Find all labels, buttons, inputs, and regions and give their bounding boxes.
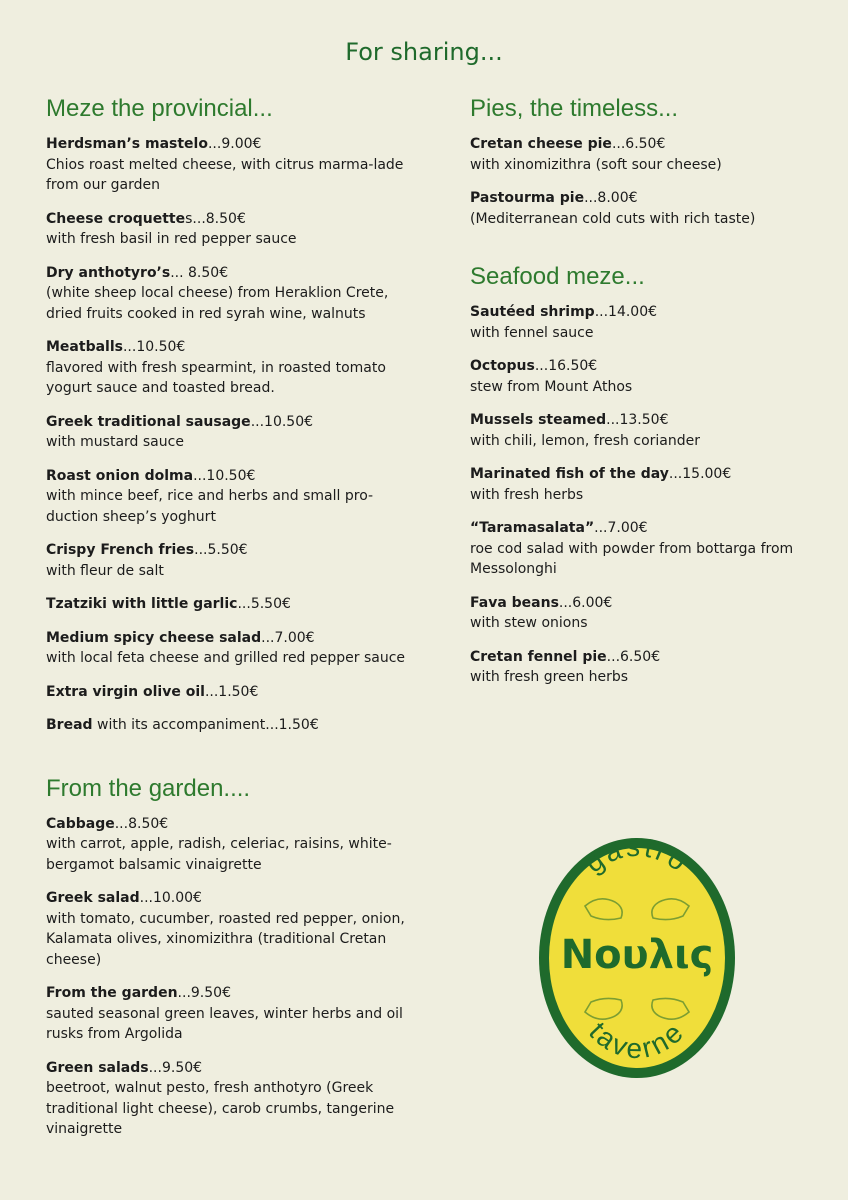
- item-name: Herdsman’s mastelo: [46, 136, 208, 152]
- item-price: ...5.50€: [194, 542, 248, 558]
- item-name: Extra virgin olive oil: [46, 683, 205, 700]
- menu-item: [46, 628, 406, 669]
- menu-section: [470, 262, 830, 688]
- item-price: ...6.50€: [606, 648, 661, 665]
- item-description: (Mediterranean cold cuts with rich taste): [470, 210, 756, 227]
- item-name: Bread: [46, 717, 93, 733]
- item-name: Greek salad: [46, 890, 140, 906]
- section-heading: Seafood meze...: [470, 263, 645, 290]
- item-description: with fresh basil in red pepper sauce: [46, 231, 297, 247]
- right-column: [470, 94, 830, 701]
- item-name: Marinated fish of the day: [470, 466, 669, 482]
- item-description: with mince beef, rice and herbs and small pro-duction sheep’s yoghurt: [46, 488, 374, 525]
- item-price: ...9.50€: [177, 985, 231, 1001]
- menu-item: [46, 337, 406, 399]
- item-description: with fresh green herbs: [470, 669, 629, 685]
- item-name: Cretan fennel pie: [470, 648, 607, 665]
- item-price: s...8.50€: [185, 210, 246, 227]
- item-description: with carrot, apple, radish, celeriac, raisins, white-bergamot balsamic vinaigrette: [46, 836, 392, 873]
- logo-main-text: Νουλις: [560, 932, 714, 978]
- item-name: “Taramasalata”: [470, 520, 595, 536]
- menu-item: [46, 814, 406, 876]
- menu-item: [46, 1058, 406, 1140]
- item-price: ...9.00€: [207, 136, 262, 152]
- item-price: ...13.50€: [606, 412, 669, 428]
- menu-item: [46, 983, 406, 1045]
- item-description: Chios roast melted cheese, with citrus marma-lade from our garden: [46, 156, 404, 193]
- item-description: with xinomizithra (soft sour cheese): [470, 156, 722, 173]
- menu-item: [46, 888, 406, 970]
- item-description: stew from Mount Athos: [470, 378, 633, 395]
- menu-section: [470, 94, 830, 229]
- item-name: Crispy French fries: [46, 542, 195, 558]
- item-price: ...16.50€: [534, 358, 598, 374]
- item-description: with fresh herbs: [470, 486, 584, 503]
- item-price: ...5.50€: [237, 596, 291, 612]
- item-price: ...15.00€: [668, 466, 732, 482]
- menu-item: [470, 593, 830, 634]
- item-name: Medium spicy cheese salad: [46, 629, 262, 646]
- item-price: ...7.00€: [594, 520, 648, 536]
- menu-item: [470, 134, 830, 175]
- item-description: sauted seasonal green leaves, winter herbs and oil rusks from Argolida: [46, 1005, 403, 1042]
- item-price: ...7.00€: [261, 629, 315, 646]
- logo-top-text: gastro: [578, 836, 696, 879]
- item-price: with its accompaniment...1.50€: [92, 717, 319, 733]
- item-price: ...9.50€: [148, 1059, 203, 1076]
- item-name: Cabbage: [46, 815, 115, 832]
- item-price: ...10.00€: [139, 890, 202, 906]
- logo-bottom-text: taverne: [583, 1015, 691, 1065]
- item-name: Mussels steamed: [470, 412, 607, 428]
- item-description: with stew onions: [470, 615, 588, 631]
- item-name: Cheese croquette: [46, 210, 186, 227]
- menu-item: [470, 356, 830, 397]
- menu-item: [46, 263, 406, 325]
- item-description: (white sheep local cheese) from Heraklion Crete, dried fruits cooked in red syrah wine, walnuts: [46, 285, 389, 322]
- menu-item: [470, 464, 830, 505]
- item-name: Green salads: [46, 1059, 149, 1076]
- menu-item: [470, 188, 830, 229]
- item-price: ...10.50€: [122, 339, 186, 355]
- item-price: ...6.50€: [611, 136, 666, 152]
- section-heading: Pies, the timeless...: [470, 95, 679, 122]
- menu-item: [470, 647, 830, 688]
- item-name: Roast onion dolma: [46, 467, 194, 484]
- item-price: ...14.00€: [594, 304, 658, 320]
- menu-item: [470, 518, 830, 580]
- item-description: with chili, lemon, fresh coriander: [470, 432, 700, 449]
- section-heading: From the garden....: [46, 774, 251, 802]
- item-name: Sautéed shrimp: [470, 304, 595, 320]
- page-title: For sharing...: [345, 38, 503, 66]
- item-name: Dry anthotyro’s: [46, 264, 171, 281]
- menu-item: [470, 302, 830, 343]
- menu-item: [46, 412, 406, 453]
- item-description: beetroot, walnut pesto, fresh anthotyro (Greek traditional light cheese), carob crumbs, tangerine vinaigrette: [46, 1080, 395, 1137]
- restaurant-logo: [537, 836, 737, 1080]
- item-price: ...8.00€: [584, 190, 638, 206]
- item-description: with fennel sauce: [470, 324, 594, 341]
- menu-section: [46, 774, 406, 1140]
- item-description: roe cod salad with powder from bottarga from Messolonghi: [470, 540, 794, 577]
- menu-item: [46, 134, 406, 196]
- menu-item: [46, 209, 406, 250]
- menu-item: [46, 682, 406, 703]
- menu-item: [46, 466, 406, 528]
- item-price: ...10.50€: [193, 467, 256, 484]
- item-description: with tomato, cucumber, roasted red pepper, onion, Kalamata olives, xinomizithra (traditional Cretan cheese): [46, 910, 405, 968]
- item-name: Greek traditional sausage: [46, 413, 251, 430]
- item-price: ...8.50€: [114, 815, 169, 832]
- item-description: with local feta cheese and grilled red pepper sauce: [46, 650, 406, 666]
- left-column: [46, 94, 406, 1153]
- menu-item: [46, 715, 406, 736]
- item-name: Tzatziki with little garlic: [46, 596, 238, 612]
- item-price: ...6.00€: [558, 594, 613, 611]
- item-description: with mustard sauce: [46, 434, 184, 450]
- item-description: flavored with fresh spearmint, in roasted tomato yogurt sauce and toasted bread.: [46, 359, 386, 396]
- item-price: ...10.50€: [250, 413, 314, 430]
- item-name: Meatballs: [46, 339, 123, 355]
- item-price: ...1.50€: [204, 683, 259, 700]
- item-description: with fleur de salt: [46, 562, 164, 579]
- menu-item: [46, 594, 406, 615]
- item-name: Pastourma pie: [470, 190, 585, 206]
- item-name: From the garden: [46, 985, 178, 1001]
- section-heading: Meze the provincial...: [46, 95, 273, 122]
- item-name: Cretan cheese pie: [470, 136, 612, 152]
- item-name: Octopus: [470, 358, 535, 374]
- menu-item: [46, 540, 406, 581]
- item-name: Fava beans: [470, 594, 559, 611]
- menu-item: [470, 410, 830, 451]
- item-price: ... 8.50€: [170, 264, 229, 281]
- menu-section: [46, 94, 406, 736]
